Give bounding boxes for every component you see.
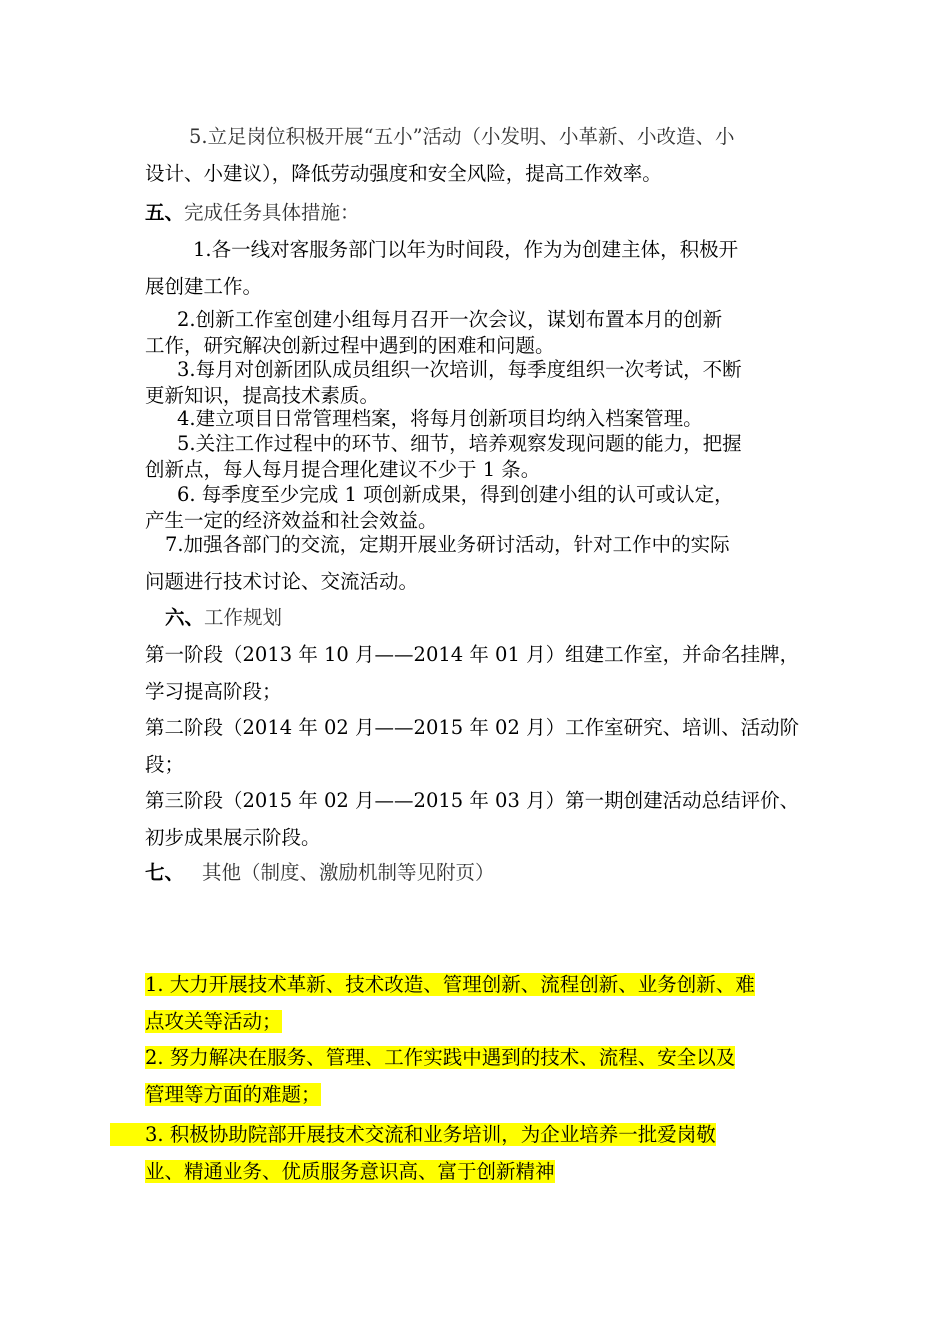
text-line-wrap — [145, 1076, 810, 1113]
highlighted-text: 2. 努力解决在服务、管理、工作实践中遇到的技术、流程、安全以及 — [145, 1046, 736, 1069]
text-line: 2.创新工作室创建小组每月召开一次会议，谋划布置本月的创新 — [177, 308, 723, 331]
paragraph-item-5 — [145, 118, 810, 192]
text-line: 产生一定的经济效益和社会效益。 — [145, 509, 438, 532]
highlighted-text: 1. 大力开展技术革新、技术改造、管理创新、流程创新、业务创新、难 — [145, 973, 755, 996]
text-line: 第二阶段（2014 年 02 月——2015 年 02 月）工作室研究、培训、活动阶 — [145, 716, 800, 739]
text-line-wrap — [110, 1153, 810, 1190]
section-heading-5 — [145, 196, 360, 230]
text-line: 5.立足岗位积极开展“五小”活动（小发明、小革新、小改造、小 — [189, 125, 735, 148]
highlighted-text: 业、精通业务、优质服务意识高、富于创新精神 — [145, 1160, 555, 1183]
section-title: 完成任务具体措施： — [184, 201, 360, 224]
highlighted-text: 3. 积极协助院部开展技术交流和业务培训，为企业培养一批爱岗敬 — [110, 1123, 716, 1146]
text-line-wrap — [145, 966, 810, 1003]
phase-2 — [145, 709, 810, 783]
section-heading-6 — [165, 601, 282, 635]
measure-1 — [145, 231, 810, 305]
text-line: 问题进行技术讨论、交流活动。 — [145, 570, 419, 593]
phase-1 — [145, 636, 810, 710]
text-line: 学习提高阶段； — [145, 680, 282, 703]
highlighted-text: 管理等方面的难题； — [145, 1083, 321, 1106]
highlight-item-2 — [145, 1039, 810, 1113]
section-title: 其他（制度、激励机制等见附页） — [202, 861, 495, 884]
section-number: 五、 — [145, 201, 185, 224]
measure-7 — [145, 526, 810, 600]
text-line: 第三阶段（2015 年 02 月——2015 年 03 月）第一期创建活动总结评价、 — [145, 789, 800, 812]
text-line-wrap — [110, 1116, 810, 1153]
highlight-item-3 — [110, 1116, 810, 1190]
highlight-item-1 — [145, 966, 810, 1040]
measure-5 — [145, 431, 810, 483]
section-number: 六、 — [165, 606, 205, 629]
text-line: 更新知识，提高技术素质。 — [145, 384, 380, 407]
section-heading-7 — [145, 856, 495, 890]
measure-2 — [145, 307, 810, 359]
measure-3 — [145, 357, 810, 409]
text-line: 1.各一线对客服务部门以年为时间段，作为为创建主体，积极开 — [193, 238, 739, 261]
text-line: 7.加强各部门的交流，定期开展业务研讨活动，针对工作中的实际 — [165, 533, 730, 556]
text-line: 6. 每季度至少完成 1 项创新成果，得到创建小组的认可或认定， — [177, 483, 734, 506]
text-line: 第一阶段（2013 年 10 月——2014 年 01 月）组建工作室，并命名挂牌， — [145, 643, 800, 666]
text-line: 段； — [145, 753, 185, 776]
text-line: 工作，研究解决创新过程中遇到的困难和问题。 — [145, 334, 555, 357]
measure-4 — [145, 406, 810, 432]
highlighted-text: 点攻关等活动； — [145, 1010, 282, 1033]
text-line: 5.关注工作过程中的环节、细节，培养观察发现问题的能力，把握 — [177, 432, 742, 455]
section-title: 工作规划 — [204, 606, 283, 629]
text-line: 4.建立项目日常管理档案，将每月创新项目均纳入档案管理。 — [177, 407, 703, 430]
text-line-wrap — [145, 1039, 810, 1076]
text-line: 设计、小建议），降低劳动强度和安全风险，提高工作效率。 — [145, 162, 662, 185]
text-line: 创新点，每人每月提合理化建议不少于 1 条。 — [145, 458, 541, 481]
text-line: 初步成果展示阶段。 — [145, 826, 321, 849]
phase-3 — [145, 782, 810, 856]
text-line: 展创建工作。 — [145, 275, 263, 298]
text-line: 3.每月对创新团队成员组织一次培训，每季度组织一次考试，不断 — [177, 358, 742, 381]
text-line-wrap — [145, 1003, 810, 1040]
section-number: 七、 — [145, 861, 185, 884]
